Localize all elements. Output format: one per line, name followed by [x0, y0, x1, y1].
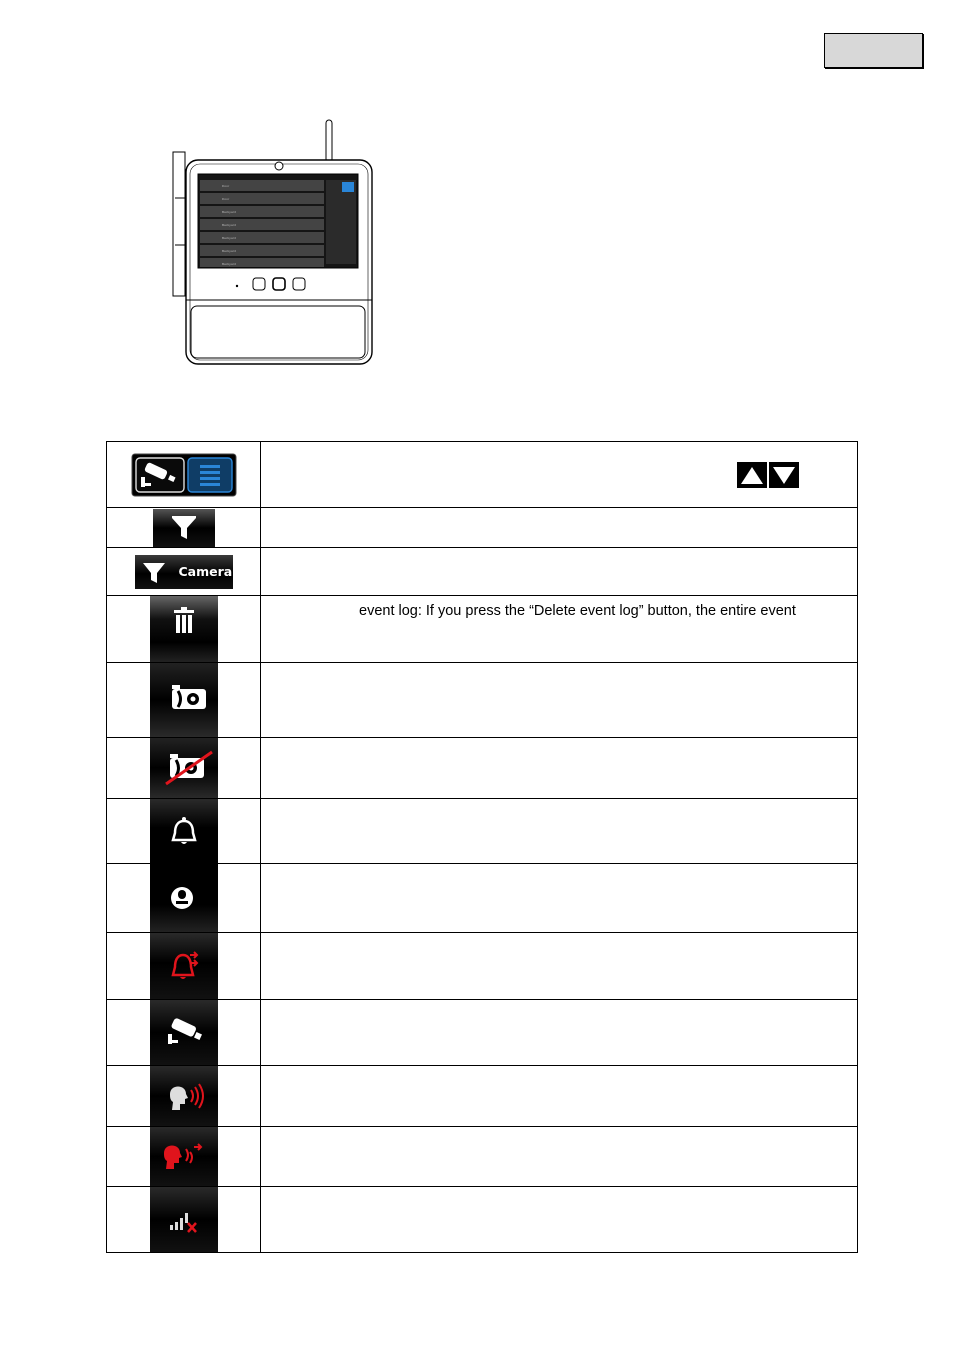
monitor-device-illustration: [170, 118, 380, 368]
bell-icon: [150, 799, 218, 863]
camera-motion-icon: [150, 1000, 218, 1065]
table-row: [107, 933, 858, 1000]
svg-text:Backyard: Backyard: [222, 236, 236, 240]
up-arrow-icon: [737, 462, 767, 488]
doorbell-button-icon: [150, 864, 218, 932]
page-tab: [824, 33, 923, 68]
table-row: [107, 799, 858, 864]
table-row: [107, 738, 858, 799]
table-row: [107, 548, 858, 596]
voice-talk-red-icon: [150, 1127, 218, 1186]
bell-alert-red-icon: [150, 933, 218, 999]
filter-icon: [135, 555, 171, 589]
table-row: [107, 663, 858, 738]
trash-icon: [150, 596, 218, 662]
table-row: [107, 596, 858, 663]
device-screen-rows: [200, 180, 324, 267]
up-down-arrows: [737, 462, 799, 488]
table-row: [107, 1066, 858, 1127]
icon-table: [106, 441, 858, 1253]
signal-lost-icon: [150, 1187, 218, 1252]
svg-text:Door: Door: [222, 197, 230, 201]
table-row: [107, 508, 858, 548]
voice-talk-icon: [150, 1066, 218, 1126]
svg-text:Backyard: Backyard: [222, 249, 236, 253]
svg-text:Backyard: Backyard: [222, 262, 236, 266]
filter-camera-label: Camera: [178, 564, 233, 579]
filter-icon: [153, 509, 215, 547]
sd-record-icon: [150, 663, 218, 737]
svg-text:Backyard: Backyard: [222, 223, 236, 227]
device-row-1: Door: [222, 184, 230, 188]
camera-list-icon: [131, 453, 237, 497]
table-row: [107, 1127, 858, 1187]
table-row: [107, 1000, 858, 1066]
sd-record-off-icon: [150, 738, 218, 798]
table-row: [107, 442, 858, 508]
down-arrow-icon: [769, 462, 799, 488]
filter-camera-icon: [135, 555, 233, 589]
table-row: [107, 1187, 858, 1253]
table-row: [107, 864, 858, 933]
svg-text:Backyard: Backyard: [222, 210, 236, 214]
row-text-4: event log: If you press the “Delete event log” button, the entire event: [359, 603, 796, 619]
